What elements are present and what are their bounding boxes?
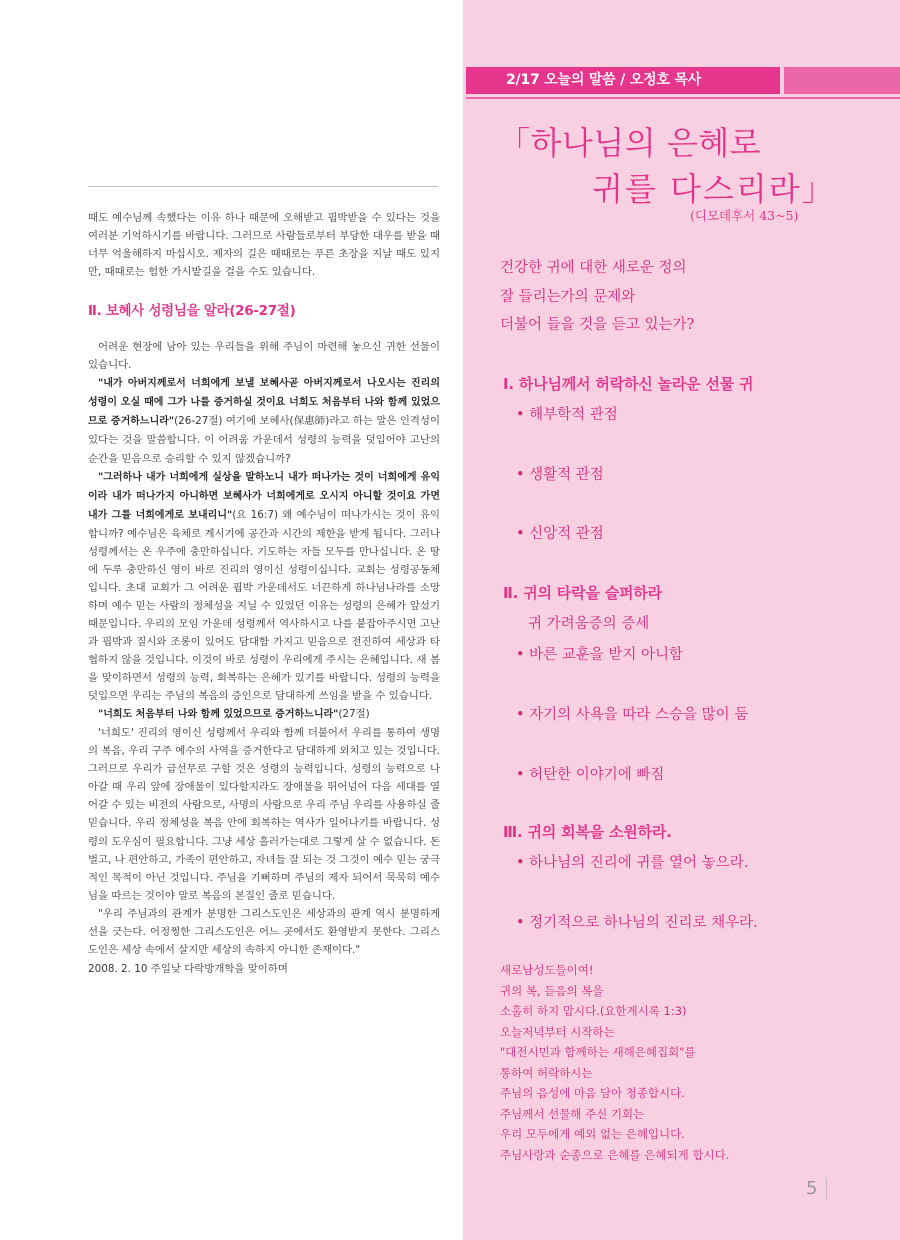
body-text-3: 왜 예수님이 떠나가시는 것이 유익합니까? 예수님은 육체로 계시기에 공간과 시간의 제한을 받게 됩니다. 그러나 성령께서는 온 우주에 충만하십니다. 기도하는 자들 모두를 만나십니다. 온 땅에 두루 충만하신 영이 바로 진리의 영이신 성령이십니다. 교회는 성령공동체입니다. 초대 교회가 그 어려운 핍박 가운데서도 너끈하게 하나님나라를 소망하며 예수 믿는 사람의 정체성을 지닐 수 있었던 이유는 성령의 은혜가 앞섰기 때문입니다. 우리의 모임 가운데 성령께서 역사하시고 나를 붙잡아주시면 고난과 핍박과 질시와 조롱이 있어도 담대함 가지고 믿음으로 전진하여 세상과 타협하지 않을 것입니다. 이것이 바로 성령이 우리에게 주시는 은혜입니다. 새 봄을 맞이하면서 성령의 능력, 회복하는 은혜가 있기를 바랍니다. 성령의 능력을 덧입으면 우리는 주님의 복음의 증인으로 담대하게 쓰임을 받을 수 있습니다.	[88, 508, 441, 703]
scripture-quote-2: "그러하나 내가 너희에게 실상을 말하노니 내가 떠나가는 것이 너희에게 유익이라 내가 떠나가지 아니하면 보혜사가 너희에게로 오시지 아니할 것이요 가면 내가 그를 너희에게로 보내리니"	[88, 471, 440, 521]
body-paragraph-5: '너희도' 진리의 영이신 성령께서 우리와 함께 더불어서 우리를 통하여 생명의 복음, 우리 구주 예수의 사역을 증거한다고 담대하게 외치고 있는 것입니다. 그러므로 우리가 급선무로 구할 것은 성령의 능력입니다. 성령의 능력으로 나아갈 때 우리 앞에 장애물이 있다할지라도 장애물을 뛰어넘어 다음 세대를 열어갈 수 있는 비전의 사람으로, 사명의 사람으로 우리 주님 우리를 사용하실 줄 믿습니다. 우리 정체성을 복음 안에 회복하는 역사가 일어나기를 바랍니다. 성령의 도우심이 필요합니다. 그냥 세상 흘러가는대로 그렇게 살 수 없습니다. 돈 벌고, 나 편안하고, 가족이 편안하고, 자녀들 잘 되는 것 그것이 예수 믿는 궁극적인 목적이 아닌 것입니다. 주님을 기뻐하며 주님의 제자 되어서 묵묵히 예수님을 따르는 것이야 말로 복음의 본질인 줄로 믿습니다.	[88, 727, 440, 902]
sermon-title-line-1: 「하나님의 은혜로	[498, 124, 762, 162]
outline-bullet: • 바른 교훈을 받지 아니함	[516, 647, 684, 663]
message-line: 주님사랑과 순종으로 은혜를 은혜되게 합시다.	[500, 1147, 730, 1162]
message-line: "대전시민과 함께하는 새해은혜집회"를	[500, 1045, 696, 1059]
intro-paragraph: 때도 예수님께 속했다는 이유 하나 때문에 오해받고 핍박받을 수 있다는 것을 여러분 기억하시기를 바랍니다. 그러므로 사람들로부터 부당한 대우를 받을 때 너무 억울해하지 마십시오. 제자의 길은 때때로는 푸른 초장을 지날 때도 있지만, 때때로는 험한 가시밭길을 걸을 수도 있습니다.	[88, 212, 440, 279]
sermon-intro	[500, 254, 694, 340]
outline-heading-2: Ⅱ. 귀의 타락을 슬퍼하라	[503, 584, 662, 602]
todays-word-header: 2/17 오늘의 말씀 / 오정호 목사	[466, 67, 780, 94]
sermon-body-column	[88, 209, 440, 978]
outline-heading-1: Ⅰ. 하나님께서 허락하신 놀라운 선물 귀	[503, 375, 754, 393]
outline-bullet: • 신앙적 관점	[516, 526, 604, 542]
section-title-holy-spirit: Ⅱ. 보혜사 성령님을 알라(26-27절)	[88, 303, 296, 320]
scripture-quote-1: "내가 아버지께로서 너희에게 보낼 보혜사곧 아버지께로서 나오시는 진리의 성령이 오실 때에 그가 나를 증거하실 것이요 너희도 처음부터 나와 함께 있었으므로 증거하느니라"	[88, 378, 440, 428]
outline-bullet: • 정기적으로 하나님의 진리로 채우라.	[516, 915, 758, 931]
body-paragraph-6: "우리 주님과의 관계가 분명한 그리스도인은 세상과의 관계 역시 분명하게 선을 긋는다. 어정쩡한 그리스도인은 어느 곳에서도 환영받지 못한다. 그리스도인은 세상 속에서 살지만 세상의 속하지 아니한 존재이다."	[88, 907, 440, 956]
message-line: 주님께서 선물해 주신 기회는	[500, 1106, 645, 1121]
outline-bullet: • 자기의 사욕을 따라 스승을 많이 둠	[516, 707, 749, 723]
header-underline	[466, 97, 900, 99]
outline-bullet: • 해부학적 관점	[516, 407, 618, 423]
scripture-quote-3: "너희도 처음부터 나와 함께 있었으므로 증거하느니라"	[98, 709, 339, 721]
quote-ref-2: (요 16:7)	[232, 508, 278, 521]
message-line: 소홀히 하지 맙시다.(요한계시록 1:3)	[500, 1004, 687, 1018]
outline-subline: 귀 가려움증의 증세	[528, 616, 650, 632]
message-line: 우리 모두에게 예외 없는 은혜입니다.	[500, 1127, 685, 1141]
body-paragraph-2	[88, 374, 440, 467]
body-paragraph-3	[88, 468, 440, 706]
page-number: 5	[806, 1178, 818, 1199]
body-paragraph-4	[88, 705, 440, 724]
outline-bullet: • 하나님의 진리에 귀를 열어 놓으라.	[516, 855, 749, 871]
message-line: 새로남성도들이여!	[500, 963, 594, 977]
message-line: 귀의 복, 듣음의 복을	[500, 983, 604, 998]
scripture-reference: (디모데후서 43~5)	[690, 208, 799, 223]
header-accent-block	[784, 67, 900, 94]
intro-line: 잘 들리는가의 문제와	[500, 288, 636, 305]
top-divider	[88, 186, 438, 187]
body-text-2: 여기에 보혜사(保惠師)라고 하는 말은 인격성이 있다는 것을 말씀합니다. 이 어려움 가운데서 성령의 능력을 덧입어야 고난의 순간을 믿음으로 승리할 수 있지 않겠습니까?	[88, 415, 440, 465]
outline-heading-3: Ⅲ. 귀의 회복을 소원하라.	[503, 823, 672, 841]
body-paragraph-1: 어려운 현장에 남아 있는 우리들을 위해 주님이 마련해 놓으신 귀한 선물이 있습니다.	[88, 341, 440, 372]
message-line: 주님의 음성에 마음 담아 청종합시다.	[500, 1086, 685, 1100]
outline-bullet: • 생활적 관점	[516, 467, 604, 483]
quote-ref-1: (26-27절)	[174, 415, 223, 428]
message-line: 통하여 허락하시는	[500, 1065, 593, 1080]
outline-bullet: • 허탄한 이야기에 빠짐	[516, 767, 665, 783]
intro-line: 더불어 들을 것을 듣고 있는가?	[500, 317, 695, 333]
sermon-title-line-2: 귀를 다스리라」	[592, 170, 836, 208]
message-line: 오늘저녁부터 시작하는	[500, 1024, 615, 1039]
sermon-date-line: 2008. 2. 10 주일낮 다락방개학을 맞이하며	[88, 962, 288, 975]
page-number-divider	[826, 1178, 827, 1200]
intro-line: 건강한 귀에 대한 새로운 정의	[500, 260, 687, 276]
closing-exhortation	[500, 960, 729, 1165]
quote-ref-3: (27절)	[338, 708, 370, 721]
